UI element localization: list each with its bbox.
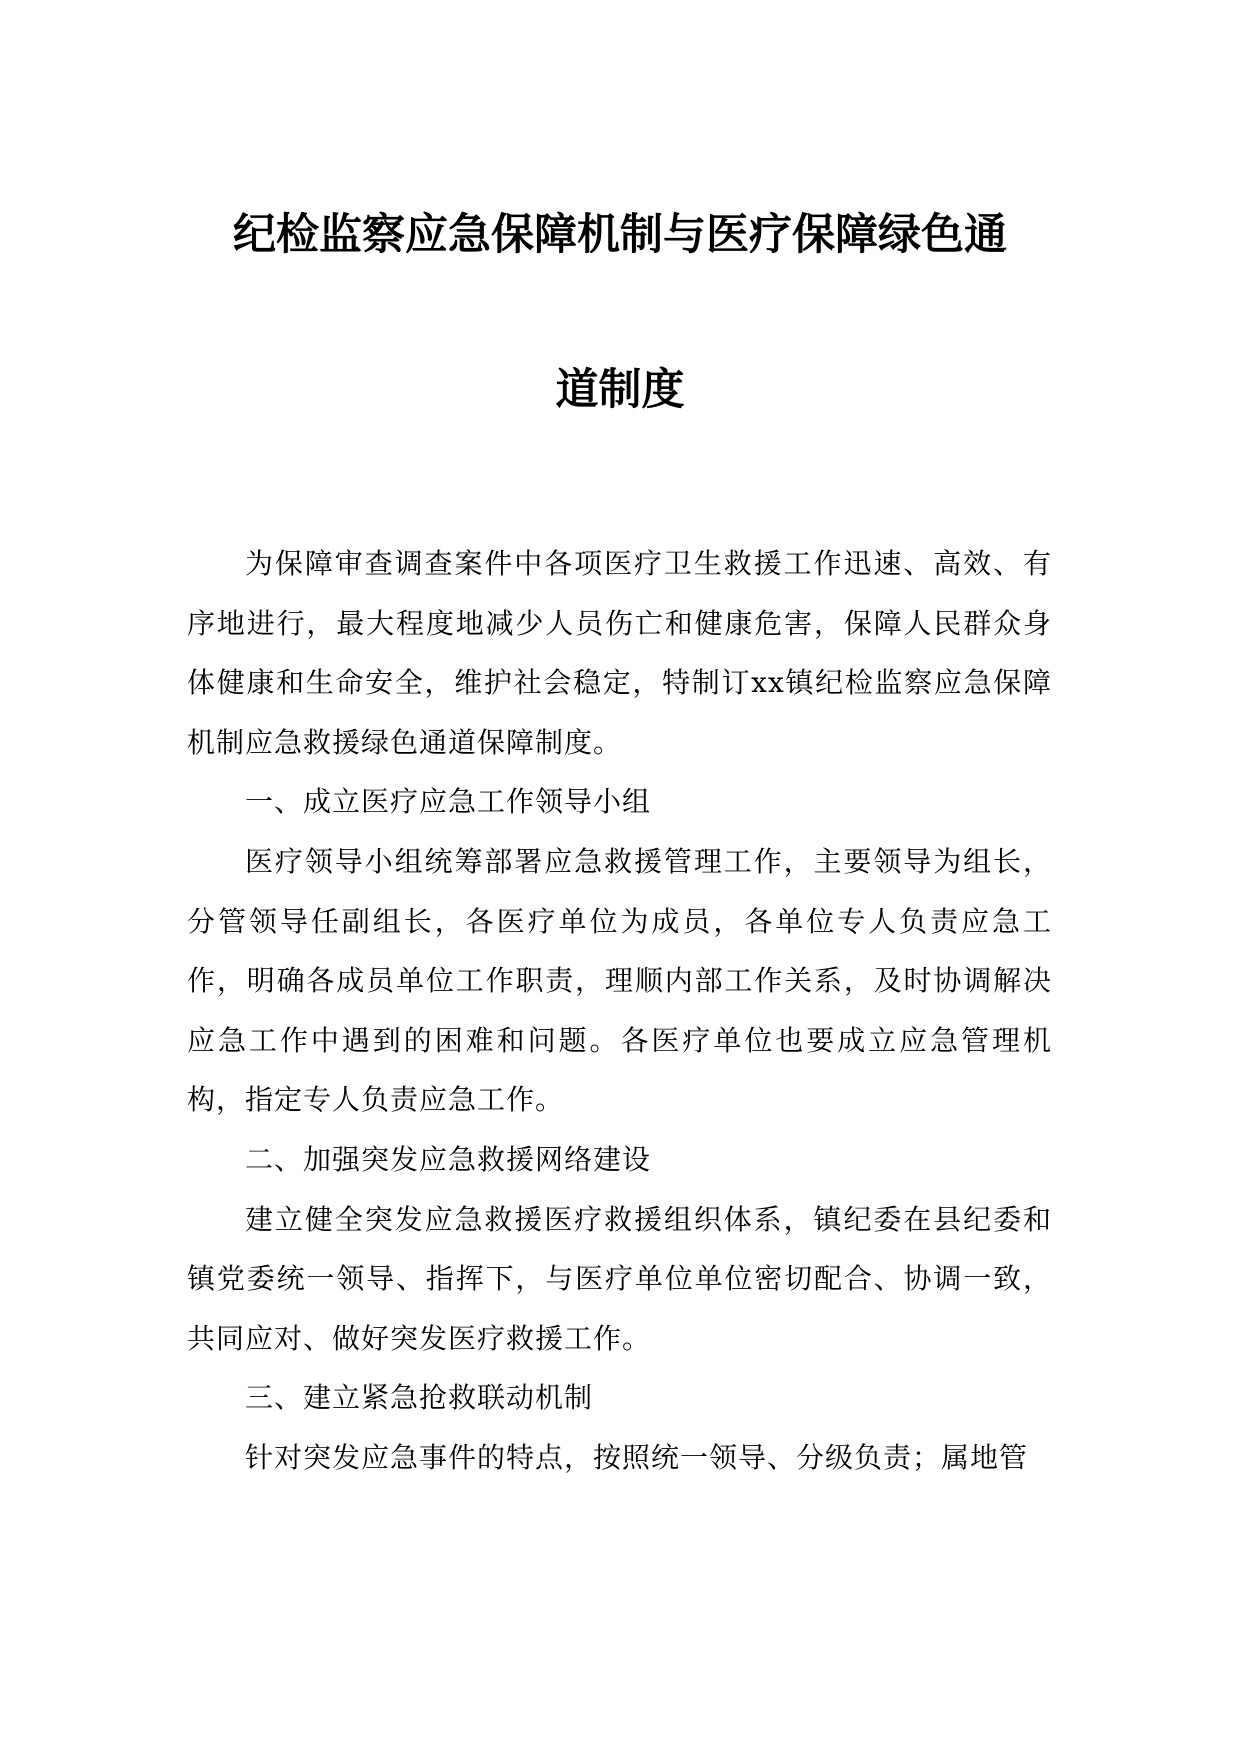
document-body bbox=[187, 534, 1052, 1488]
paragraph-intro: 为保障审查调查案件中各项医疗卫生救援工作迅速、高效、有序地进行，最大程度地减少人员伤亡和健康危害，保障人民群众身体健康和生命安全，维护社会稳定，特制订xx镇纪检监察应急保障机制应急救援绿色通道保障制度。 bbox=[187, 547, 1052, 759]
paragraph-section-3: 针对突发应急事件的特点，按照统一领导、分级负责；属地管 bbox=[245, 1440, 1029, 1474]
section-heading-1: 一、成立医疗应急工作领导小组 bbox=[245, 785, 652, 819]
section-heading-2: 二、加强突发应急救援网络建设 bbox=[245, 1142, 652, 1176]
section-heading-3: 三、建立紧急抢救联动机制 bbox=[245, 1381, 594, 1415]
paragraph-section-2: 建立健全突发应急救援医疗救援组织体系，镇纪委在县纪委和镇党委统一领导、指挥下，与医疗单位单位密切配合、协调一致，共同应对、做好突发医疗救援工作。 bbox=[187, 1202, 1052, 1355]
paragraph-section-1: 医疗领导小组统筹部署应急救援管理工作，主要领导为组长，分管领导任副组长，各医疗单位为成员，各单位专人负责应急工作，明确各成员单位工作职责，理顺内部工作关系，及时协调解决应急工作中遇到的困难和问题。各医疗单位也要成立应急管理机构，指定专人负责应急工作。 bbox=[187, 844, 1052, 1117]
document-title-line-2: 道制度 bbox=[555, 365, 685, 415]
document-title-line-1: 纪检监察应急保障机制与医疗保障绿色通 bbox=[233, 210, 1007, 260]
